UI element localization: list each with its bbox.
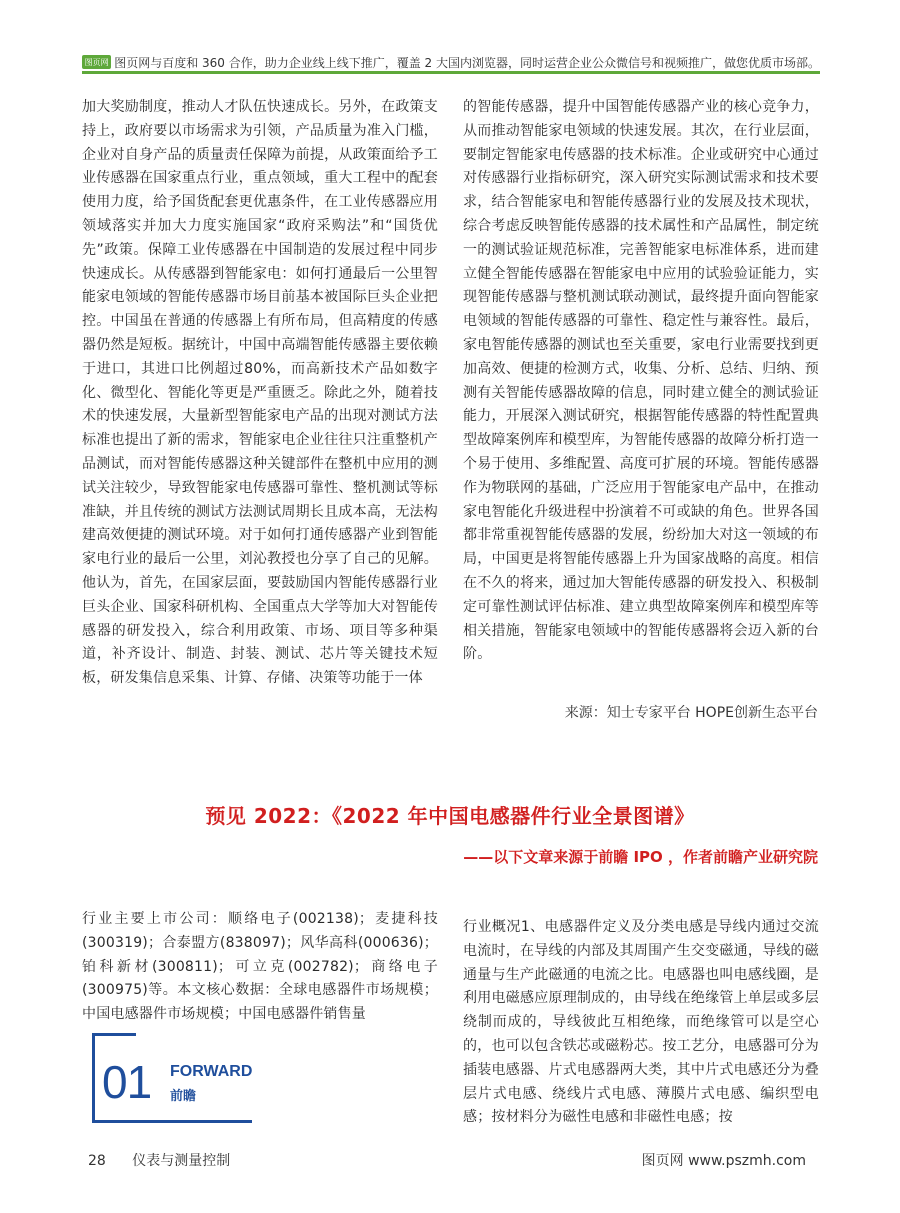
section-chinese-label: 前瞻 [170,1089,197,1104]
section-english-label: FORWARD [170,1063,253,1080]
article1-source: 来源：知士专家平台 HOPE创新生态平台 [564,705,818,721]
section-marker [92,1033,252,1123]
footer-website[interactable]: 图页网 www.pszmh.com [641,1153,806,1169]
section-frame-bottom [92,1120,252,1123]
article1-left-column: 加大奖励制度，推动人才队伍快速成长。另外，在政策支持上，政府要以市场需求为引领，产品质量为准入门槛，企业对自身产品的质量责任保障为前提，从政策面给予工业传感器在国家重点行业，重点领域，重大工程中的配套使用力度，给予国货配套更优惠条件，在工业传感器应用领域落实并加大力度实施国家“政府采购法”和“国货优先”政策。保障工业传感器在中国制造的发展过程中同步快速成长。从传感器到智能家电：如何打通最后一公里智能家电领域的智能传感器市场目前基本被国际巨头企业把控。中国虽在普通的传感器上有所布局，但高精度的传感器仍然是短板。据统计，中国中高端智能传感器主要依赖于进口，其进口比例超过80%，而高新技术产品如数字化、微型化、智能化等更是严重匮乏。除此之外，随着技术的快速发展，大量新型智能家电产品的出现对测试方法标准也提出了新的需求，智能家电企业往往只注重整机产品测试，而对智能传感器这种关键部件在整机中应用的测试关注较少，导致智能家电传感器可靠性、整机测试等标准缺，并且传统的测试方法测试周期长且成本高，无法构建高效便捷的测试环境。对于如何打通传感器产业到智能家电行业的最后一公里，刘沁教授也分享了自己的见解。他认为，首先，在国家层面，要鼓励国内智能传感器行业巨头企业、国家科研机构、全国重点大学等加大对智能传感器的研发投入，综合利用政策、市场、项目等多种渠道，补齐设计、制造、封装、测试、芯片等关键技术短板，研发集信息采集、计算、存储、决策等功能于一体 [82,99,438,687]
article2-title: 预见 2022：《2022 年中国电感器件行业全景图谱》 [205,804,695,828]
article2-subtitle: ——以下文章来源于前瞻 IPO ，作者前瞻产业研究院 [463,848,818,866]
top-banner [82,52,820,72]
section-frame-top [92,1033,136,1036]
section-frame-left [92,1033,95,1123]
banner-text: 图页网与百度和 360 合作，助力企业线上线下推广，覆盖 2 大国内浏览器，同时运营企业公众微信号和视频推广，做您优质市场部。 [114,55,820,70]
magazine-name: 仪表与测量控制 [132,1153,231,1169]
article2-right-column: 行业概况1、电感器件定义及分类电感是导线内通过交流电流时，在导线的内部及其周围产生交变磁通，导线的磁通量与生产此磁通的电流之比。电感器也叫电感线圈，是利用电磁感应原理制成的，由导线在绝缘管上单层或多层绕制而成的，导线彼此互相绝缘，而绝缘管可以是空心的，也可以包含铁芯或磁粉芯。按工艺分，电感器可分为插装电感器、片式电感器两大类，其中片式电感还分为叠层片式电感、绕线片式电感、薄膜片式电感、编织型电感；按材料分为磁性电感和非磁性电感；按 [463,919,819,1126]
section-number: 01 [102,1056,152,1108]
site-logo: 图页网 [82,55,111,69]
article1-right-column: 的智能传感器，提升中国智能传感器产业的核心竞争力，从而推动智能家电领域的快速发展。其次，在行业层面，要制定智能家电传感器的技术标准。企业或研究中心通过对传感器行业指标研究，深入研究实际测试需求和技术要求，结合智能家电和智能传感器行业的发展及技术现状，综合考虑反映智能传感器的技术属性和产品属性，制定统一的测试验证规范标准，完善智能家电标准体系，进而建立健全智能传感器在智能家电中应用的试验验证能力，实现智能传感器与整机测试联动测试，最终提升面向智能家电领域的智能传感器的可靠性、稳定性与兼容性。最后，家电智能传感器的测试也至关重要，家电行业需要找到更加高效、便捷的检测方式，收集、分析、总结、归纳、预测有关智能传感器故障的信息，同时建立健全的测试验证能力，开展深入测试研究，根据智能传感器的特性配置典型故障案例库和模型库，为智能传感器的故障分析打造一个易于使用、多维配置、高度可扩展的环境。智能传感器作为物联网的基础，广泛应用于智能家电产品中，在推动家电智能化升级进程中扮演着不可或缺的角色。世界各国都非常重视智能传感器的发展，纷纷加大对这一领域的布局，中国更是将智能传感器上升为国家战略的高度。相信在不久的将来，通过加大智能传感器的研发投入、积极制定可靠性测试评估标准、建立典型故障案例库和模型库等相关措施，智能家电领域中的智能传感器将会迈入新的台阶。 [463,99,819,663]
banner-divider [82,71,820,74]
article2-left-column: 行业主要上市公司：顺络电子(002138)；麦捷科技(300319)；合泰盟方(838097)；风华高科(000636)；铂科新材(300811)；可立克(002782)；商络电子(300975)等。本文核心数据：全球电感器件市场规模；中国电感器件市场规模；中国电感器件销售量 [82,911,438,1023]
page-number: 28 [88,1153,106,1169]
footer-left [88,1150,230,1170]
